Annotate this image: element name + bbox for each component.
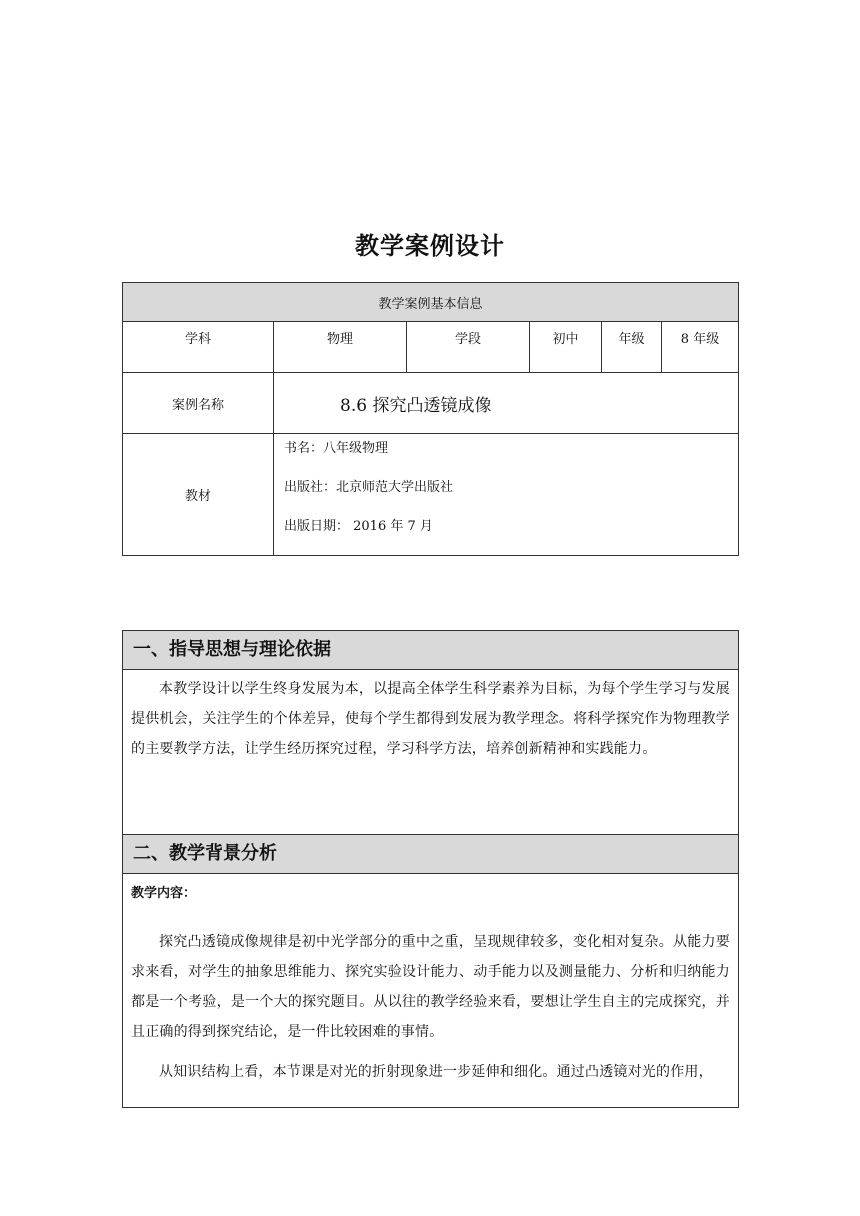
subject-value: 物理 [274, 322, 407, 373]
section-guiding-ideology [122, 630, 739, 836]
case-name-label: 案例名称 [123, 373, 274, 434]
section1-paragraph: 本教学设计以学生终身发展为本，以提高全体学生科学素养为目标，为每个学生学习与发展提供机会，关注学生的个体差异，使每个学生都得到发展为教学理念。将科学探究作为物理教学的主要教学方法，让学生经历探究过程，学习科学方法，培养创新精神和实践能力。 [131, 681, 730, 757]
grade-label: 年级 [602, 322, 662, 373]
grade-value: 8 年级 [662, 322, 739, 373]
basic-info-table [122, 282, 739, 556]
info-table-header: 教学案例基本信息 [123, 283, 739, 322]
section2-paragraph1: 探究凸透镜成像规律是初中光学部分的重中之重，呈现规律较多，变化相对复杂。从能力要求来看，对学生的抽象思维能力、探究实验设计能力、动手能力以及测量能力、分析和归纳能力都是一个考验，是一个大的探究题目。从以往的教学经验来看，要想让学生自主的完成探究，并且正确的得到探究结论，是一件比较困难的事情。 [131, 934, 730, 1040]
teaching-content-label: 教学内容： [131, 886, 197, 901]
section1-heading: 一、指导思想与理论依据 [123, 631, 738, 670]
section2-paragraph2: 从知识结构上看，本节课是对光的折射现象进一步延伸和细化。通过凸透镜对光的作用， [159, 1064, 713, 1080]
textbook-label: 教材 [123, 434, 274, 556]
stage-label: 学段 [407, 322, 530, 373]
case-name-value: 8.6 探究凸透镜成像 [274, 373, 739, 434]
textbook-details [274, 434, 739, 556]
section-teaching-background [122, 834, 739, 1108]
subject-label: 学科 [123, 322, 274, 373]
stage-value: 初中 [530, 322, 602, 373]
publisher: 出版社：北京师范大学出版社 [284, 480, 454, 495]
publish-date: 出版日期： 2016 年 7 月 [284, 519, 433, 534]
section2-heading: 二、教学背景分析 [123, 835, 738, 874]
page-title: 教学案例设计 [355, 232, 505, 260]
book-name: 书名：八年级物理 [284, 441, 389, 456]
